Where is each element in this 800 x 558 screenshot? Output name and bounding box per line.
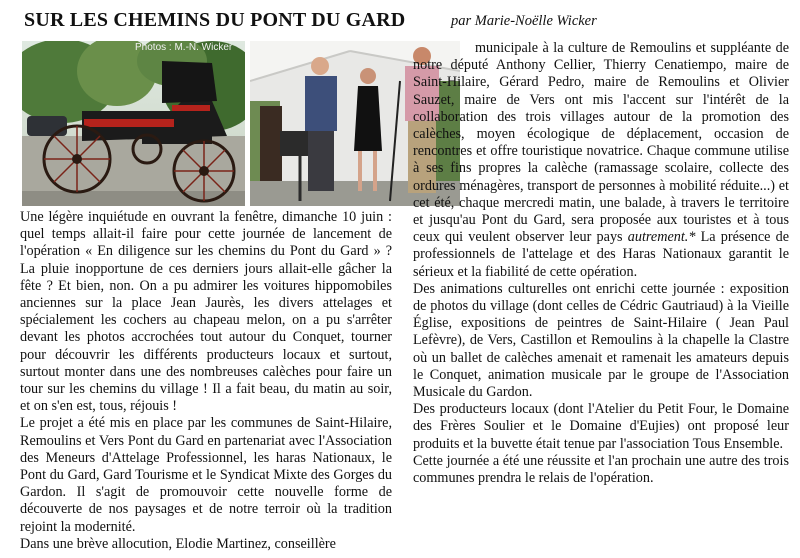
article-title: SUR LES CHEMINS DU PONT DU GARD: [24, 9, 406, 31]
carriage-photo: [22, 41, 245, 206]
paragraph-animations: Des animations culturelles ont enrichi cette journée : exposition de photos du village (dont celles de Cédric Gautriaud) à la Vieille Église, expositions de peintres de Saint-Hilaire ( Jean Paul Lefèvre), de Vers, Castillon et Remoulins à la chapelle la Clastre où un ballet de calèches amenait et ramenait les amateurs depuis le Conquet, animation musicale par le groupe de l'Association Musicale du Gardon.: [413, 280, 789, 401]
emphasis-autrement: autrement.*: [627, 229, 696, 246]
allocution-end: La présence de professionnels de l'attelage et des Haras Nationaux garantit le sérieux et la fiabilité de cette opération.: [413, 229, 789, 280]
paragraph-allocution-start: Dans une brève allocution, Elodie Martinez, conseillère: [20, 535, 336, 552]
paragraph-intro: Une légère inquiétude en ouvrant la fenêtre, dimanche 10 juin : quel temps allait-il faire pour cette journée de lancement de l'opération « En diligence sur les chemins du Pont du Gard » ? La pluie inopportune de ces derniers jours allait-elle gâcher la fête ? Et bien, non. On a pu admirer les voitures hippomobiles anciennes sur la place Jean Jaurès, les divers attelages et spécialement les cochers au chapeau melon, on a pu s'arrêter devant les photos accrochées tout autour du Conquet, tourner pour découvrir les différents producteurs locaux et surtout, surtout monter dans une des nombreuses calèches pour faire un tour sur les chemins du village ! Il a fait beau, du matin au soir, et on s'en est, tous, réjouis !: [20, 209, 392, 415]
paragraph-conclusion: Cette journée a été une réussite et l'an prochain une autre des trois communes prendra le relais de l'opération.: [413, 452, 789, 487]
right-column: [413, 40, 789, 487]
paragraph-allocution-cont: [413, 40, 789, 281]
photo-credit: Photos : M.-N. Wicker: [135, 42, 233, 53]
allocution-text: municipale à la culture de Remoulins et suppléante de notre député Anthony Cellier, Thierry Cenatiempo, maire de Saint-Hilaire, Gérard Pedro, maire de Remoulins et Olivier Sauzet, maire de Vers ont mis l'accent sur l'intérêt de la collaboration des trois villages autour de la promotion des calèches, moyen écologique de déplacement, occasion de rencontres et offre touristique novatrice. Chaque commune utilise à ses fins propres la calèche (ramassage scolaire, collecte des ordures ménagères, transport de personnes à mobilité réduite...) et cet été, chaque mercredi matin, une balade, à travers le territoire et jusqu'au Pont du Gard, sera proposée aux touristes et à tous ceux qui veulent observer leur pays: [413, 40, 789, 246]
article-byline: par Marie-Noëlle Wicker: [451, 13, 597, 29]
paragraph-producers: Des producteurs locaux (dont l'Atelier du Petit Four, le Domaine des Frères Soulier et le Domaine d'Eujies) ont proposé leur produits et la buvette était tenue par l'association Tous Ensemble.: [413, 401, 789, 452]
left-column: [20, 209, 392, 553]
paragraph-project: Le projet a été mis en place par les communes de Saint-Hilaire, Remoulins et Vers Pont du Gard en partenariat avec l'Association des Meneurs d'Attelage Professionnel, les haras Nationaux, le Pont du Gard, Gard Tourisme et le Syndicat Mixte des Gorges du Gardon. Il s'agit de promouvoir cette nouvelle forme de découverte de nos paysages et de notre terroir où la tradition rejoint la modernité.: [20, 415, 392, 535]
